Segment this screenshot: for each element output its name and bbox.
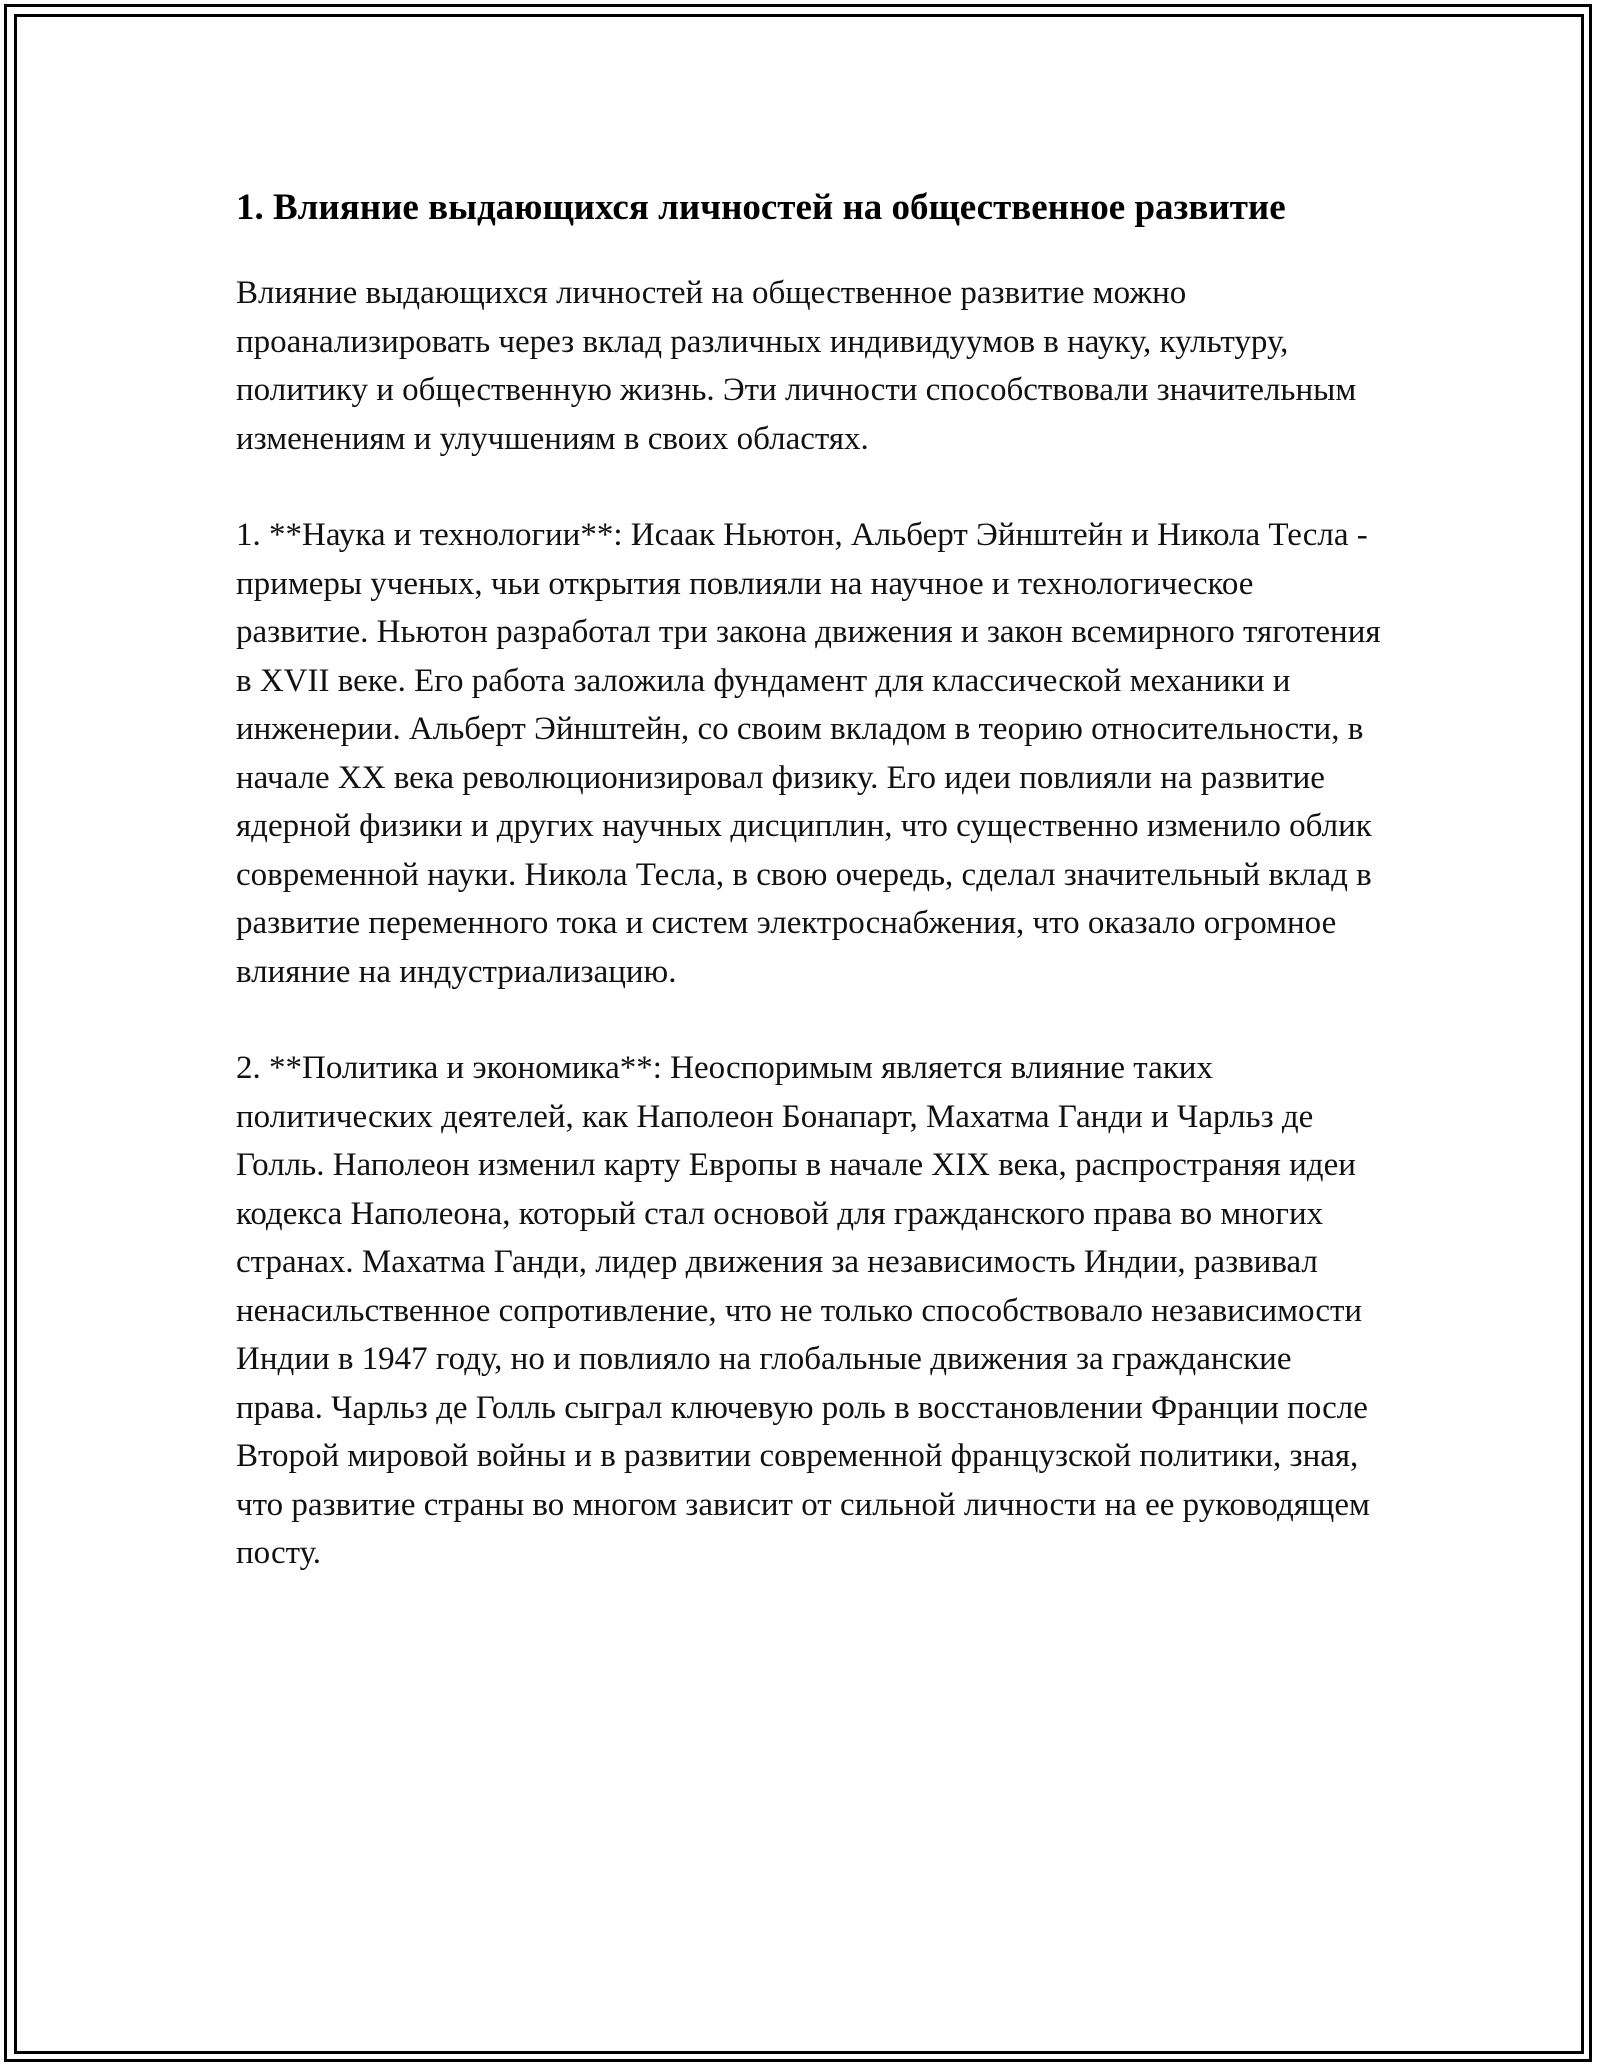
intro-paragraph: Влияние выдающихся личностей на общественное развитие можно проанализировать через вклад различных индивидуумов в науку, культуру, политику и общественную жизнь. Эти личности способствовали значительным изменениям и улучшениям в своих областях. <box>236 275 1357 457</box>
science-paragraph: 1. **Наука и технологии**: Исаак Ньютон, Альберт Эйнштейн и Никола Тесла - примеры ученых, чьи открытия повлияли на научное и технологическое развитие. Ньютон разработал три закона движения и закон всемирного тяготения в XVII веке. Его работа заложила фундамент для классической механики и инженерии. Альберт Эйнштейн, со своим вкладом в теорию относительности, в начале XX века революционизировал физику. Его идеи повлияли на развитие ядерной физики и других научных дисциплин, что существенно изменило облик современной науки. Никола Тесла, в свою очередь, сделал значительный вклад в развитие переменного тока и систем электроснабжения, что оказало огромное влияние на индустриализацию. <box>236 517 1381 990</box>
section-heading: 1. Влияние выдающихся личностей на общественное развитие <box>236 187 1286 228</box>
politics-paragraph: 2. **Политика и экономика**: Неоспоримым является влияние таких политических деятелей, как Наполеон Бонапарт, Махатма Ганди и Чарльз де Голль. Наполеон изменил карту Европы в начале XIX века, распространяя идеи кодекса Наполеона, который стал основой для гражданского права во многих странах. Махатма Ганди, лидер движения за независимость Индии, развивал ненасильственное сопротивление, что не только способствовало независимости Индии в 1947 году, но и повлияло на глобальные движения за гражданские права. Чарльз де Голль сыграл ключевую роль в восстановлении Франции после Второй мировой войны и в развитии современной французской политики, зная, что развитие страны во многом зависит от сильной личности на ее руководящем посту. <box>236 1050 1370 1571</box>
document-body <box>236 180 1386 1626</box>
